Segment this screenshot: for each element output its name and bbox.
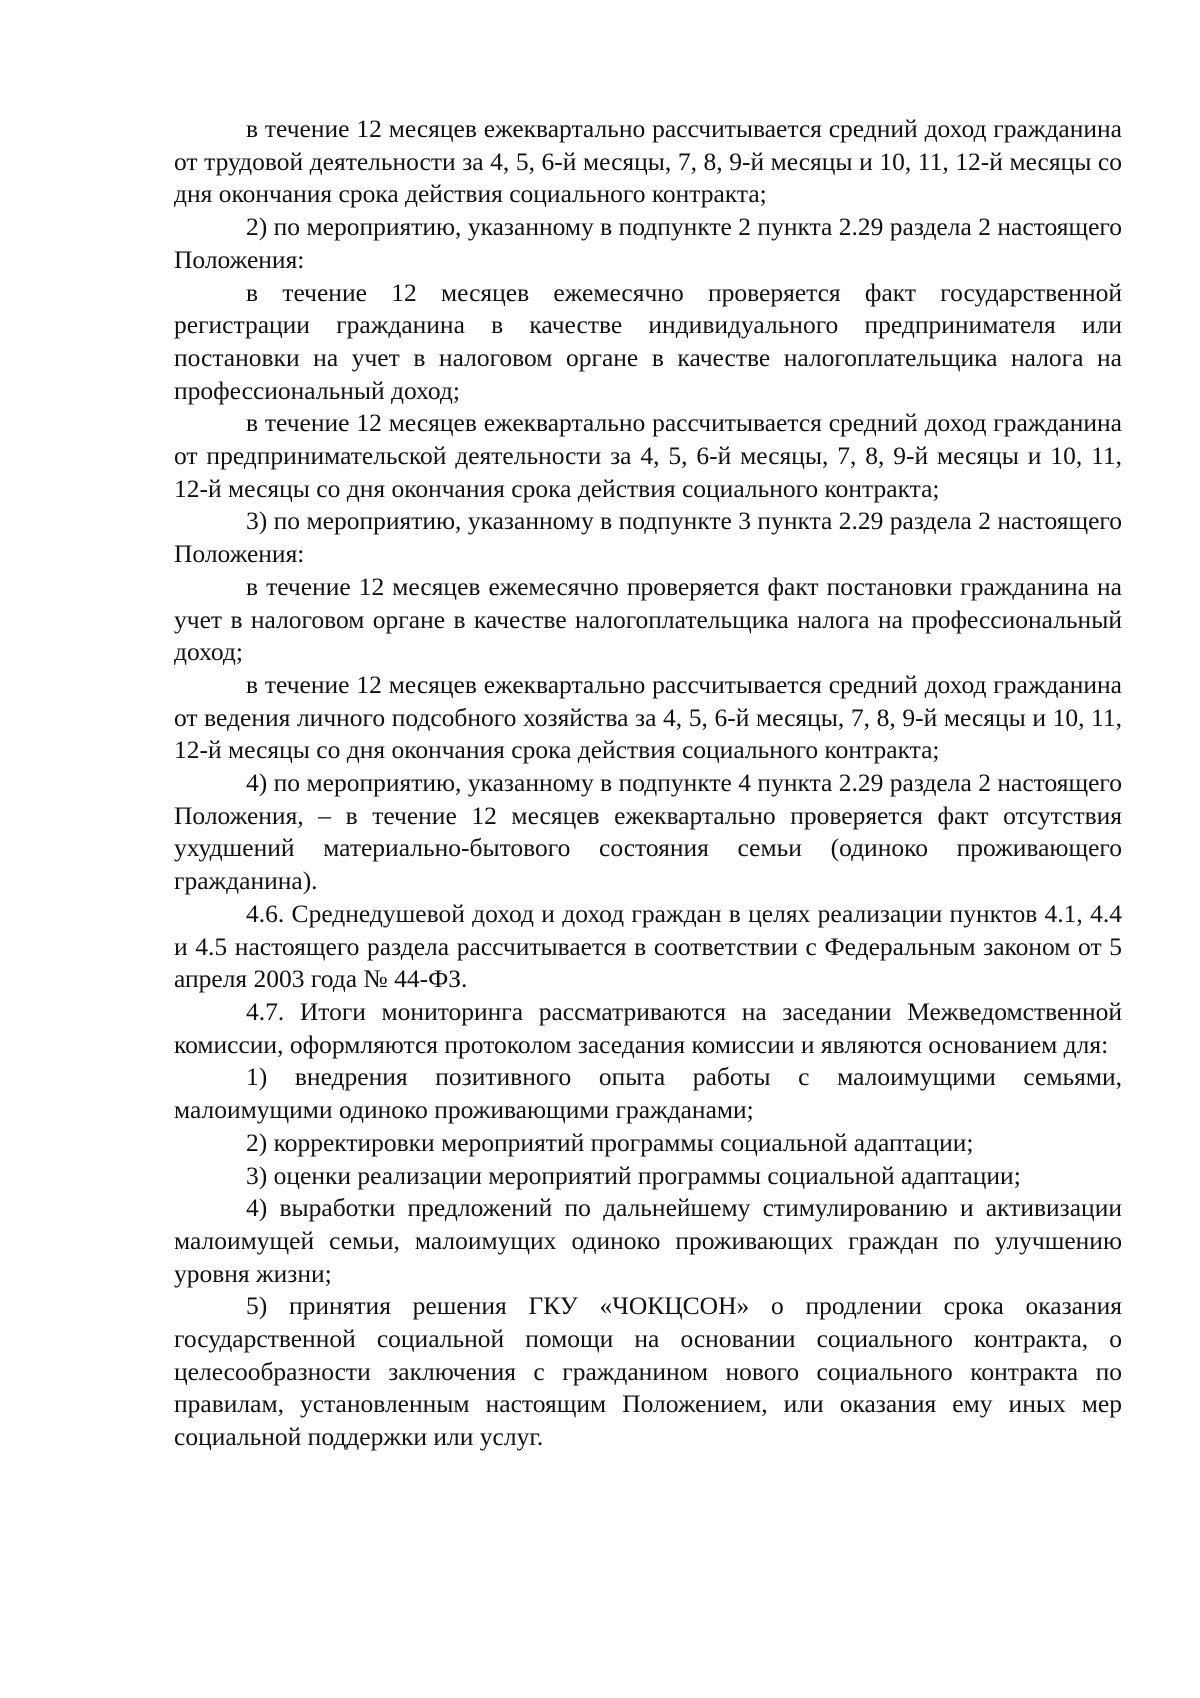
paragraph-15: 5) принятия решения ГКУ «ЧОКЦСОН» о продлении срока оказания государственной социальной помощи на основании социального контракта, о целесообразности заключения с гражданином нового социального контракта по правилам, установленным настоящим Положением, или оказания ему иных мер социальной поддержки или услуг.: [174, 1291, 1122, 1452]
paragraph-8: 4) по мероприятию, указанному в подпункте 4 пункта 2.29 раздела 2 настоящего Положения, – в течение 12 месяцев ежеквартально проверяется факт отсутствия ухудшений материально-бытового состояния семьи (одиноко проживающего гражданина).: [174, 768, 1122, 896]
paragraph-10: 4.7. Итоги мониторинга рассматриваются на заседании Межведомственной комиссии, оформляются протоколом заседания комиссии и являются основанием для:: [174, 996, 1122, 1059]
paragraph-9: 4.6. Среднедушевой доход и доход граждан в целях реализации пунктов 4.1, 4.4 и 4.5 настоящего раздела рассчитывается в соответствии с Федеральным законом от 5 апреля 2003 года № 44-ФЗ.: [174, 898, 1122, 994]
paragraph-14: 4) выработки предложений по дальнейшему стимулированию и активизации малоимущей семьи, малоимущих одиноко проживающих граждан по улучшению уровня жизни;: [174, 1193, 1122, 1288]
paragraph-11: 1) внедрения позитивного опыта работы с малоимущими семьями, малоимущими одиноко проживающими гражданами;: [174, 1062, 1122, 1125]
paragraph-13: 3) оценки реализации мероприятий программы социальной адаптации;: [246, 1160, 1021, 1190]
paragraph-4: в течение 12 месяцев ежеквартально рассчитывается средний доход гражданина от предпринимательской деятельности за 4, 5, 6-й месяцы, 7, 8, 9-й месяцы и 10, 11, 12-й месяцы со дня окончания срока действия социального контракта;: [174, 408, 1122, 503]
document-page: [174, 113, 1122, 1454]
paragraph-12: 2) корректировки мероприятий программы социальной адаптации;: [246, 1127, 974, 1157]
paragraph-6: в течение 12 месяцев ежемесячно проверяется факт постановки гражданина на учет в налоговом органе в качестве налогоплательщика налога на профессиональный доход;: [174, 571, 1122, 667]
paragraph-5: 3) по мероприятию, указанному в подпункте 3 пункта 2.29 раздела 2 настоящего Положения:: [174, 506, 1122, 569]
paragraph-3: в течение 12 месяцев ежемесячно проверяется факт государственной регистрации гражданина в качестве индивидуального предпринимателя или постановки на учет в налоговом органе в качестве налогоплательщика налога на профессиональный доход;: [174, 277, 1122, 405]
paragraph-2: 2) по мероприятию, указанному в подпункте 2 пункта 2.29 раздела 2 настоящего Положения:: [174, 212, 1122, 274]
paragraph-7: в течение 12 месяцев ежеквартально рассчитывается средний доход гражданина от ведения личного подсобного хозяйства за 4, 5, 6-й месяцы, 7, 8, 9-й месяцы и 10, 11, 12-й месяцы со дня окончания срока действия социального контракта;: [174, 669, 1122, 765]
paragraph-1: в течение 12 месяцев ежеквартально рассчитывается средний доход гражданина от трудовой деятельности за 4, 5, 6-й месяцы, 7, 8, 9-й месяцы и 10, 11, 12-й месяцы со дня окончания срока действия социального контракта;: [174, 114, 1122, 209]
